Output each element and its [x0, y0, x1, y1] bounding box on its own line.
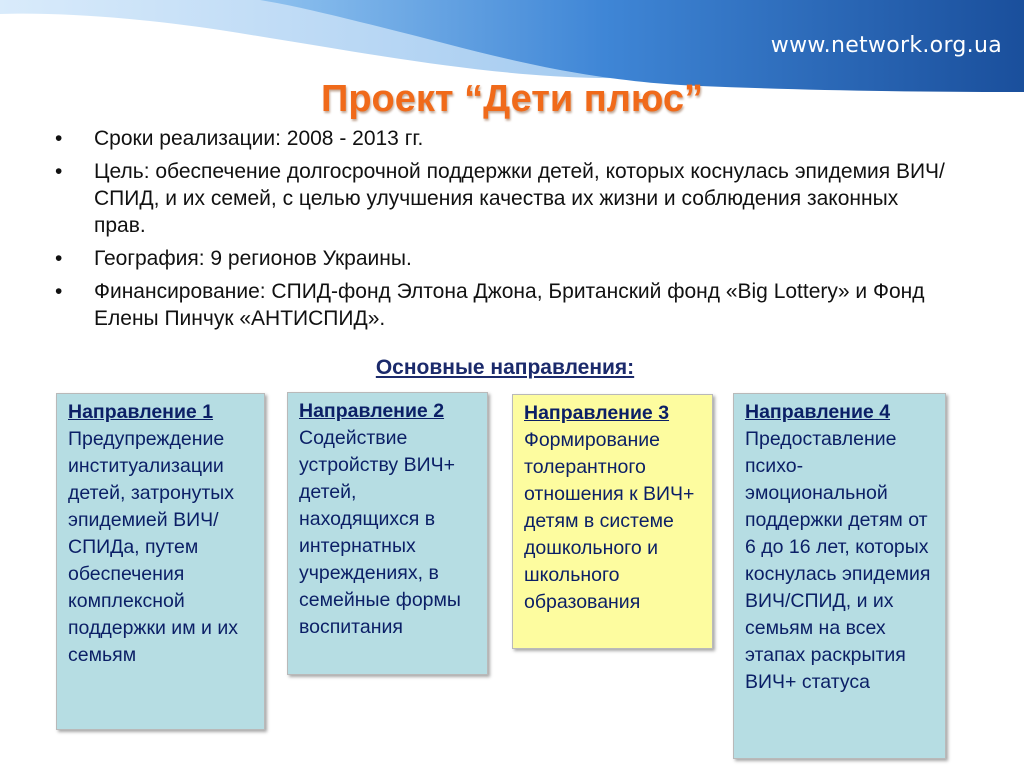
direction-card-3: [512, 394, 713, 649]
bullet-item: [55, 245, 955, 272]
direction-card-2: [287, 392, 488, 675]
bullet-item: [55, 278, 955, 332]
direction-title: Направление 2: [299, 400, 445, 422]
bullet-text: Финансирование: СПИД-фонд Элтона Джона, Британский фонд «Big Lottery» и Фонд Елены Пинчук «АНТИСПИД».: [94, 280, 925, 330]
direction-text: Предоставление психо-эмоциональной поддержки детям от 6 до 16 лет, которых коснулась эпидемия ВИЧ/СПИД, и их семьям на всех этапах раскрытия ВИЧ+ статуса: [745, 428, 931, 693]
direction-card-4: [733, 393, 946, 759]
site-url: www.network.org.ua: [770, 33, 1002, 58]
bullet-icon: •: [55, 160, 63, 183]
bullet-item: [55, 125, 955, 152]
direction-text: Формирование толерантного отношения к ВИЧ+ детям в системе дошкольного и школьного образования: [524, 429, 695, 613]
bullet-icon: •: [55, 247, 63, 270]
direction-card-1: [56, 393, 265, 730]
bullet-item: [55, 158, 955, 239]
direction-title: Направление 4: [745, 401, 891, 423]
bullet-icon: •: [55, 280, 63, 303]
direction-title: Направление 3: [524, 402, 670, 424]
bullet-text: География: 9 регионов Украины.: [94, 247, 412, 270]
slide-title: Проект “Дети плюс”: [321, 78, 703, 120]
direction-text: Предупреждение институализации детей, затронутых эпидемией ВИЧ/СПИДа, путем обеспечения комплексной поддержки им и их семьям: [68, 428, 238, 666]
direction-text: Содействие устройству ВИЧ+ детей, находящихся в интернатных учреждениях, в семейные формы воспитания: [299, 427, 461, 638]
bullet-text: Цель: обеспечение долгосрочной поддержки детей, которых коснулась эпидемия ВИЧ/СПИД, и их семей, с целью улучшения качества их жизни и соблюдения законных прав.: [94, 160, 945, 237]
section-subheading-text: Основные направления:: [375, 356, 635, 379]
bullet-list: [55, 125, 955, 338]
bullet-text: Сроки реализации: 2008 - 2013 гг.: [94, 127, 424, 150]
section-subheading: [0, 356, 1010, 380]
direction-title: Направление 1: [68, 401, 214, 423]
bullet-icon: •: [55, 127, 63, 150]
